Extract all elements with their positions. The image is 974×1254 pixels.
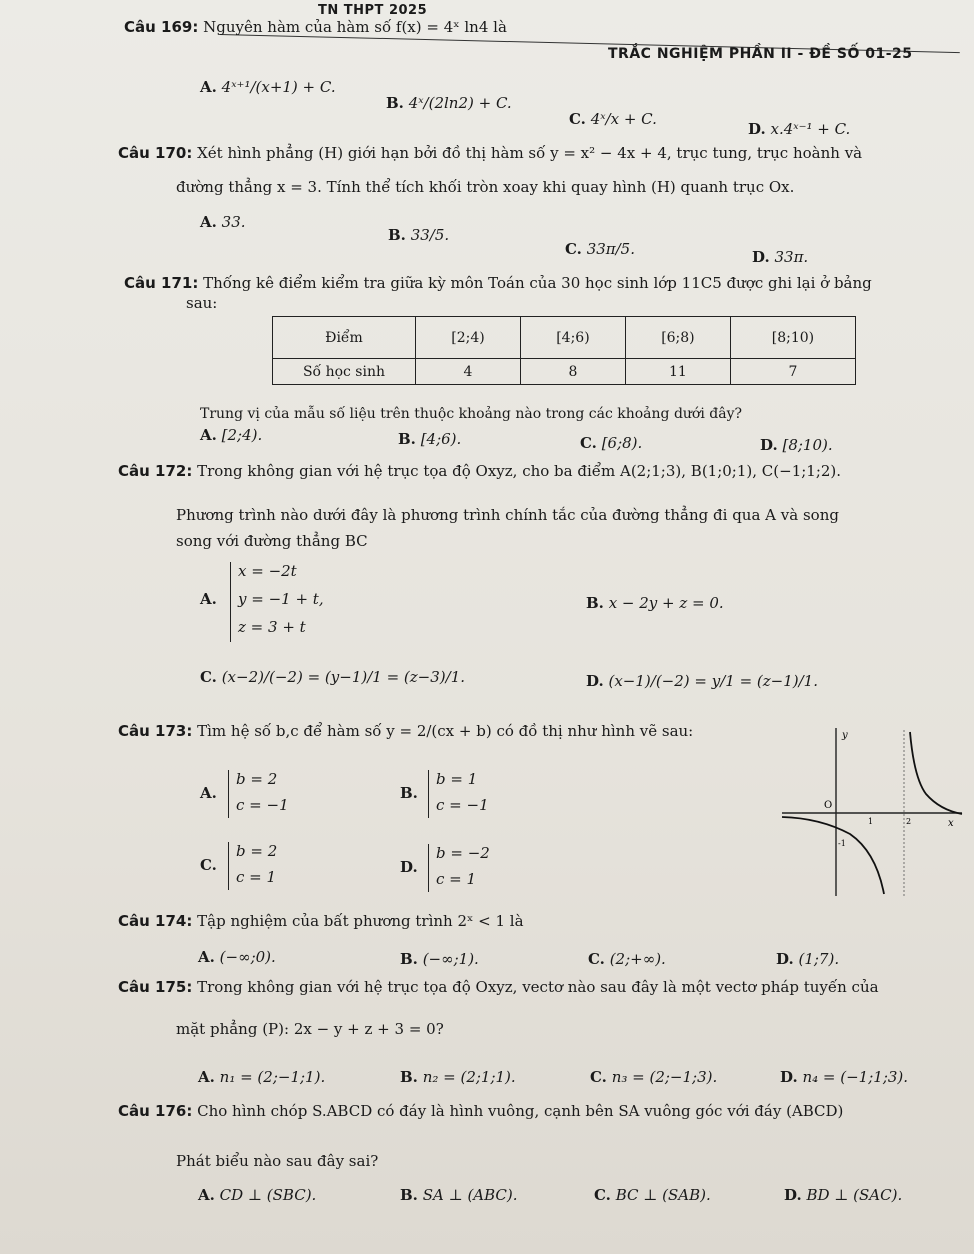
question-text: Trong không gian với hệ trục tọa độ Oxyz, vectơ nào sau đây là một vectơ pháp tuyến của [197, 978, 879, 996]
option-letter: A. [198, 948, 215, 966]
option-letter: D. [752, 248, 770, 266]
option-a[interactable] [198, 1068, 325, 1086]
option-letter: A. [200, 590, 217, 608]
option-value: [2;4). [221, 426, 263, 444]
table-cell: 4 [416, 359, 521, 385]
option-value: [4;6). [420, 430, 462, 448]
equation-line: c = 1 [236, 868, 277, 886]
option-value: n₃ = (2;−1;3). [611, 1068, 718, 1086]
table-cell: [8;10) [730, 317, 855, 359]
option-letter: D. [784, 1186, 802, 1204]
function-graph [780, 718, 966, 898]
option-d[interactable] [760, 436, 833, 454]
table-cell: [6;8) [625, 317, 730, 359]
question-text: Nguyên hàm của hàm số f(x) = 4ˣ ln4 là [203, 18, 507, 36]
option-d[interactable] [586, 672, 818, 690]
option-a[interactable] [200, 426, 262, 444]
option-letter: B. [400, 1186, 418, 1204]
table-cell: 11 [625, 359, 730, 385]
option-letter: C. [590, 1068, 607, 1086]
table-cell: [4;6) [520, 317, 625, 359]
table-row [273, 359, 856, 385]
equation-line: c = −1 [236, 796, 289, 814]
option-c[interactable] [200, 856, 217, 874]
option-letter: A. [198, 1068, 215, 1086]
option-letter: C. [580, 434, 597, 452]
tick-label: 1 [868, 817, 874, 826]
option-value: (1;7). [798, 950, 840, 968]
system-brace [228, 770, 229, 818]
table-cell: Điểm [273, 317, 416, 359]
question-174 [118, 912, 524, 930]
option-a[interactable] [200, 213, 246, 231]
question-175 [118, 978, 879, 996]
question-175-line2: mặt phẳng (P): 2x − y + z + 3 = 0? [176, 1020, 444, 1038]
question-171-line2: sau: [186, 294, 218, 312]
question-173 [118, 722, 693, 740]
option-b[interactable] [400, 784, 418, 802]
option-letter: D. [776, 950, 794, 968]
option-value: BD ⊥ (SAC). [806, 1186, 903, 1204]
option-value: (x−2)/(−2) = (y−1)/1 = (z−3)/1. [221, 668, 466, 686]
question-label: Câu 172: [118, 462, 193, 480]
option-c[interactable] [588, 950, 666, 968]
option-value: SA ⊥ (ABC). [422, 1186, 518, 1204]
left-branch [782, 817, 884, 894]
option-c[interactable] [590, 1068, 717, 1086]
option-value: x.4ˣ⁻¹ + C. [770, 120, 851, 138]
question-170 [118, 144, 862, 162]
option-value: x − 2y + z = 0. [608, 594, 724, 612]
table-cell: 7 [730, 359, 855, 385]
table-cell: 8 [520, 359, 625, 385]
question-text: Tìm hệ số b,c để hàm số y = 2/(cx + b) có đồ thị như hình vẽ sau: [197, 722, 694, 740]
option-value: n₁ = (2;−1;1). [219, 1068, 326, 1086]
option-b[interactable] [398, 430, 461, 448]
option-d[interactable] [776, 950, 839, 968]
question-170-line2: đường thẳng x = 3. Tính thể tích khối tròn xoay khi quay hình (H) quanh trục Ox. [176, 178, 795, 196]
question-label: Câu 175: [118, 978, 193, 996]
option-b[interactable] [400, 1186, 518, 1204]
option-value: n₂ = (2;1;1). [422, 1068, 516, 1086]
option-value: 4ˣ/(2ln2) + C. [408, 94, 512, 112]
option-value: (x−1)/(−2) = y/1 = (z−1)/1. [608, 672, 818, 690]
system-brace [228, 842, 229, 890]
option-a[interactable] [200, 590, 217, 608]
question-text: Thống kê điểm kiểm tra giữa kỳ môn Toán của 30 học sinh lớp 11C5 được ghi lại ở bảng [203, 274, 872, 292]
option-c[interactable] [565, 240, 635, 258]
score-table [272, 316, 856, 385]
option-b[interactable] [400, 950, 479, 968]
question-label: Câu 173: [118, 722, 193, 740]
option-value: 33π/5. [586, 240, 635, 258]
question-169 [124, 18, 507, 36]
option-d[interactable] [784, 1186, 902, 1204]
option-value: CD ⊥ (SBC). [219, 1186, 317, 1204]
option-c[interactable] [200, 668, 465, 686]
option-letter: A. [200, 78, 217, 96]
equation-line: b = −2 [436, 844, 490, 862]
question-label: Câu 170: [118, 144, 193, 162]
equation-line: c = −1 [436, 796, 489, 814]
option-letter: D. [586, 672, 604, 690]
option-letter: A. [198, 1186, 215, 1204]
option-d[interactable] [780, 1068, 908, 1086]
equation-line: y = −1 + t, [238, 590, 324, 608]
option-a[interactable] [200, 784, 217, 802]
table-cell: Số học sinh [273, 359, 416, 385]
question-label: Câu 176: [118, 1102, 193, 1120]
option-letter: B. [398, 430, 416, 448]
option-value: 33/5. [410, 226, 450, 244]
option-letter: D. [400, 858, 418, 876]
y-axis-label: y [842, 730, 848, 741]
option-letter: B. [388, 226, 406, 244]
question-label: Câu 174: [118, 912, 193, 930]
option-value: (−∞;0). [219, 948, 276, 966]
equation-line: x = −2t [238, 562, 297, 580]
question-text: Trong không gian với hệ trục tọa độ Oxyz, cho ba điểm A(2;1;3), B(1;0;1), C(−1;1;2). [197, 462, 842, 480]
option-letter: C. [588, 950, 605, 968]
system-brace [230, 562, 231, 642]
option-value: BC ⊥ (SAB). [615, 1186, 711, 1204]
option-letter: C. [200, 856, 217, 874]
system-brace [428, 770, 429, 818]
question-171-stem: Trung vị của mẫu số liệu trên thuộc khoảng nào trong các khoảng dưới đây? [200, 406, 743, 422]
equation-line: z = 3 + t [238, 618, 306, 636]
question-text: Tập nghiệm của bất phương trình 2ˣ < 1 là [197, 912, 524, 930]
question-text: Cho hình chóp S.ABCD có đáy là hình vuông, cạnh bên SA vuông góc với đáy (ABCD) [197, 1102, 844, 1120]
option-letter: B. [400, 950, 418, 968]
option-letter: C. [569, 110, 586, 128]
option-letter: D. [760, 436, 778, 454]
option-value: (−∞;1). [422, 950, 479, 968]
table-cell: [2;4) [416, 317, 521, 359]
table-row [273, 317, 856, 359]
option-letter: A. [200, 426, 217, 444]
question-label: Câu 171: [124, 274, 199, 292]
system-brace [428, 844, 429, 892]
option-value: (2;+∞). [609, 950, 666, 968]
equation-line: b = 1 [436, 770, 478, 788]
option-c[interactable] [569, 110, 657, 128]
option-letter: B. [400, 784, 418, 802]
option-value: 4ˣ⁺¹/(x+1) + C. [221, 78, 336, 96]
option-d[interactable] [748, 120, 850, 138]
option-value: [8;10). [782, 436, 833, 454]
option-letter: B. [386, 94, 404, 112]
option-letter: A. [200, 213, 217, 231]
right-branch [910, 732, 962, 814]
option-letter: C. [594, 1186, 611, 1204]
question-172-line3: song với đường thẳng BC [176, 532, 368, 550]
option-letter: B. [586, 594, 604, 612]
x-axis-label: x [948, 818, 954, 829]
origin-label: O [824, 800, 833, 811]
equation-line: c = 1 [436, 870, 477, 888]
section-title: TRẮC NGHIỆM PHẦN II - ĐỀ SỐ 01-25 [608, 46, 913, 62]
option-value: [6;8). [601, 434, 643, 452]
option-a[interactable] [200, 78, 336, 96]
option-d[interactable] [400, 858, 418, 876]
option-d[interactable] [752, 248, 808, 266]
tick-label: -1 [838, 839, 846, 848]
option-value: 33π. [774, 248, 809, 266]
option-letter: B. [400, 1068, 418, 1086]
option-b[interactable] [388, 226, 449, 244]
option-c[interactable] [594, 1186, 711, 1204]
question-172-line2: Phương trình nào dưới đây là phương trình chính tắc của đường thẳng đi qua A và song [176, 506, 839, 524]
equation-line: b = 2 [236, 842, 278, 860]
question-172 [118, 462, 841, 480]
option-letter: C. [200, 668, 217, 686]
equation-line: b = 2 [236, 770, 278, 788]
tick-label: 2 [906, 817, 912, 826]
option-letter: D. [780, 1068, 798, 1086]
option-letter: A. [200, 784, 217, 802]
option-value: 4ˣ/x + C. [590, 110, 657, 128]
option-a[interactable] [198, 948, 276, 966]
option-b[interactable] [386, 94, 512, 112]
question-176-line2: Phát biểu nào sau đây sai? [176, 1152, 379, 1170]
option-letter: D. [748, 120, 766, 138]
option-value: n₄ = (−1;1;3). [802, 1068, 909, 1086]
question-176 [118, 1102, 843, 1120]
option-a[interactable] [198, 1186, 316, 1204]
option-value: 33. [221, 213, 246, 231]
exam-top-label: TN THPT 2025 [318, 3, 428, 18]
question-label: Câu 169: [124, 18, 199, 36]
option-c[interactable] [580, 434, 642, 452]
option-letter: C. [565, 240, 582, 258]
question-text: Xét hình phẳng (H) giới hạn bởi đồ thị hàm số y = x² − 4x + 4, trục tung, trục hoành và [197, 144, 863, 162]
option-b[interactable] [586, 594, 724, 612]
question-171 [124, 274, 872, 292]
option-b[interactable] [400, 1068, 516, 1086]
